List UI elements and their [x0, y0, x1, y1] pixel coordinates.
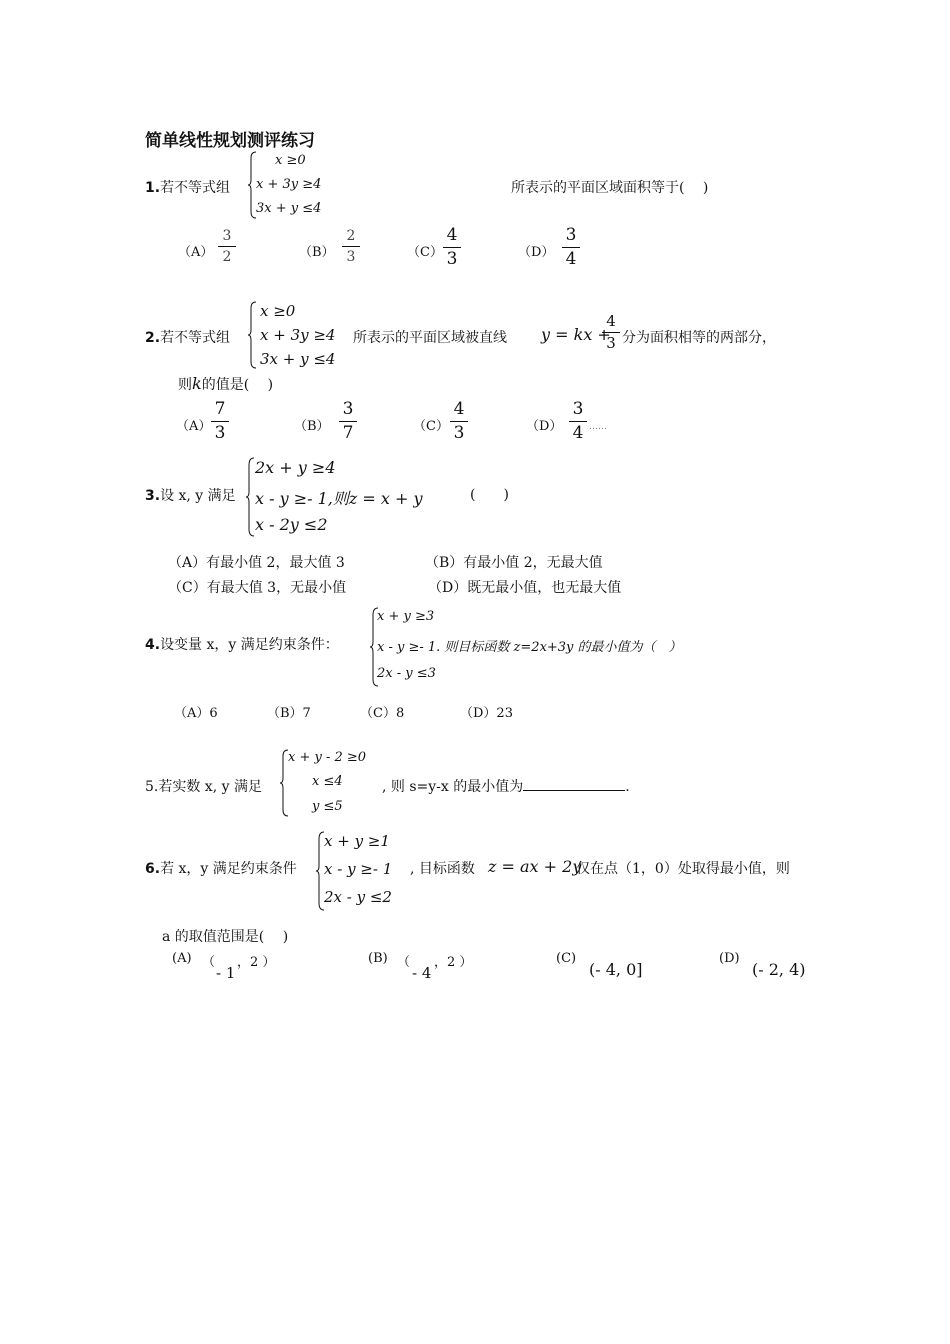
inequality-system: x + y ≥3 x - y ≥- 1. 则目标函数 z=2x+3y 的最小值为（ ） 2x - y ≤3 — [370, 606, 730, 688]
left-brace-icon — [248, 300, 258, 370]
inequality-system: x ≥0 x + 3y ≥4 3x + y ≤4 — [248, 150, 338, 222]
page-title: 简单线性规划测评练习 — [145, 131, 315, 151]
question-lead: 设 x, y 满足 — [160, 488, 236, 504]
question-lead: 若 x，y 满足约束条件 — [160, 861, 297, 877]
fraction: 7 3 — [209, 401, 231, 442]
question-number: 6. — [145, 861, 161, 877]
question-number: 1. — [145, 180, 161, 196]
fraction: 4 3 — [600, 314, 622, 351]
fraction: 2 3 — [340, 229, 362, 264]
inequality-system: x ≥0 x + 3y ≥4 3x + y ≤4 — [248, 300, 358, 372]
question-number: 2. — [145, 330, 161, 346]
question-number: 4. — [145, 637, 161, 653]
fraction: 4 3 — [441, 227, 463, 268]
question-number: 5. — [145, 779, 159, 795]
question-number: 3. — [145, 488, 161, 504]
question-lead: 若实数 x, y 满足 — [158, 779, 262, 795]
question-lead: 设变量 x，y 满足约束条件： — [160, 637, 339, 653]
fraction: 3 2 — [216, 229, 238, 264]
answer-blank[interactable] — [523, 778, 625, 791]
question-lead: 若不等式组 — [160, 330, 231, 346]
line-expression: y = kx + — [541, 325, 611, 344]
inequality-system: 2x + y ≥4 x - y ≥- 1,则z = x + y x - 2y ≤2 — [246, 456, 446, 538]
question-lead: 若不等式组 — [160, 180, 231, 196]
objective-function: z = ax + 2y — [488, 857, 582, 876]
fraction: 4 3 — [448, 401, 470, 442]
fraction: 3 4 — [560, 227, 582, 268]
inequality-system: x + y ≥1 x - y ≥- 1 2x - y ≤2 — [316, 830, 416, 912]
inequality-system: x + y - 2 ≥0 x ≤4 y ≤5 — [280, 748, 380, 820]
fraction: 3 7 — [337, 401, 359, 442]
question-tail: 所表示的平面区域面积等于( ) — [511, 180, 709, 196]
fraction: 3 4 — [567, 401, 589, 442]
